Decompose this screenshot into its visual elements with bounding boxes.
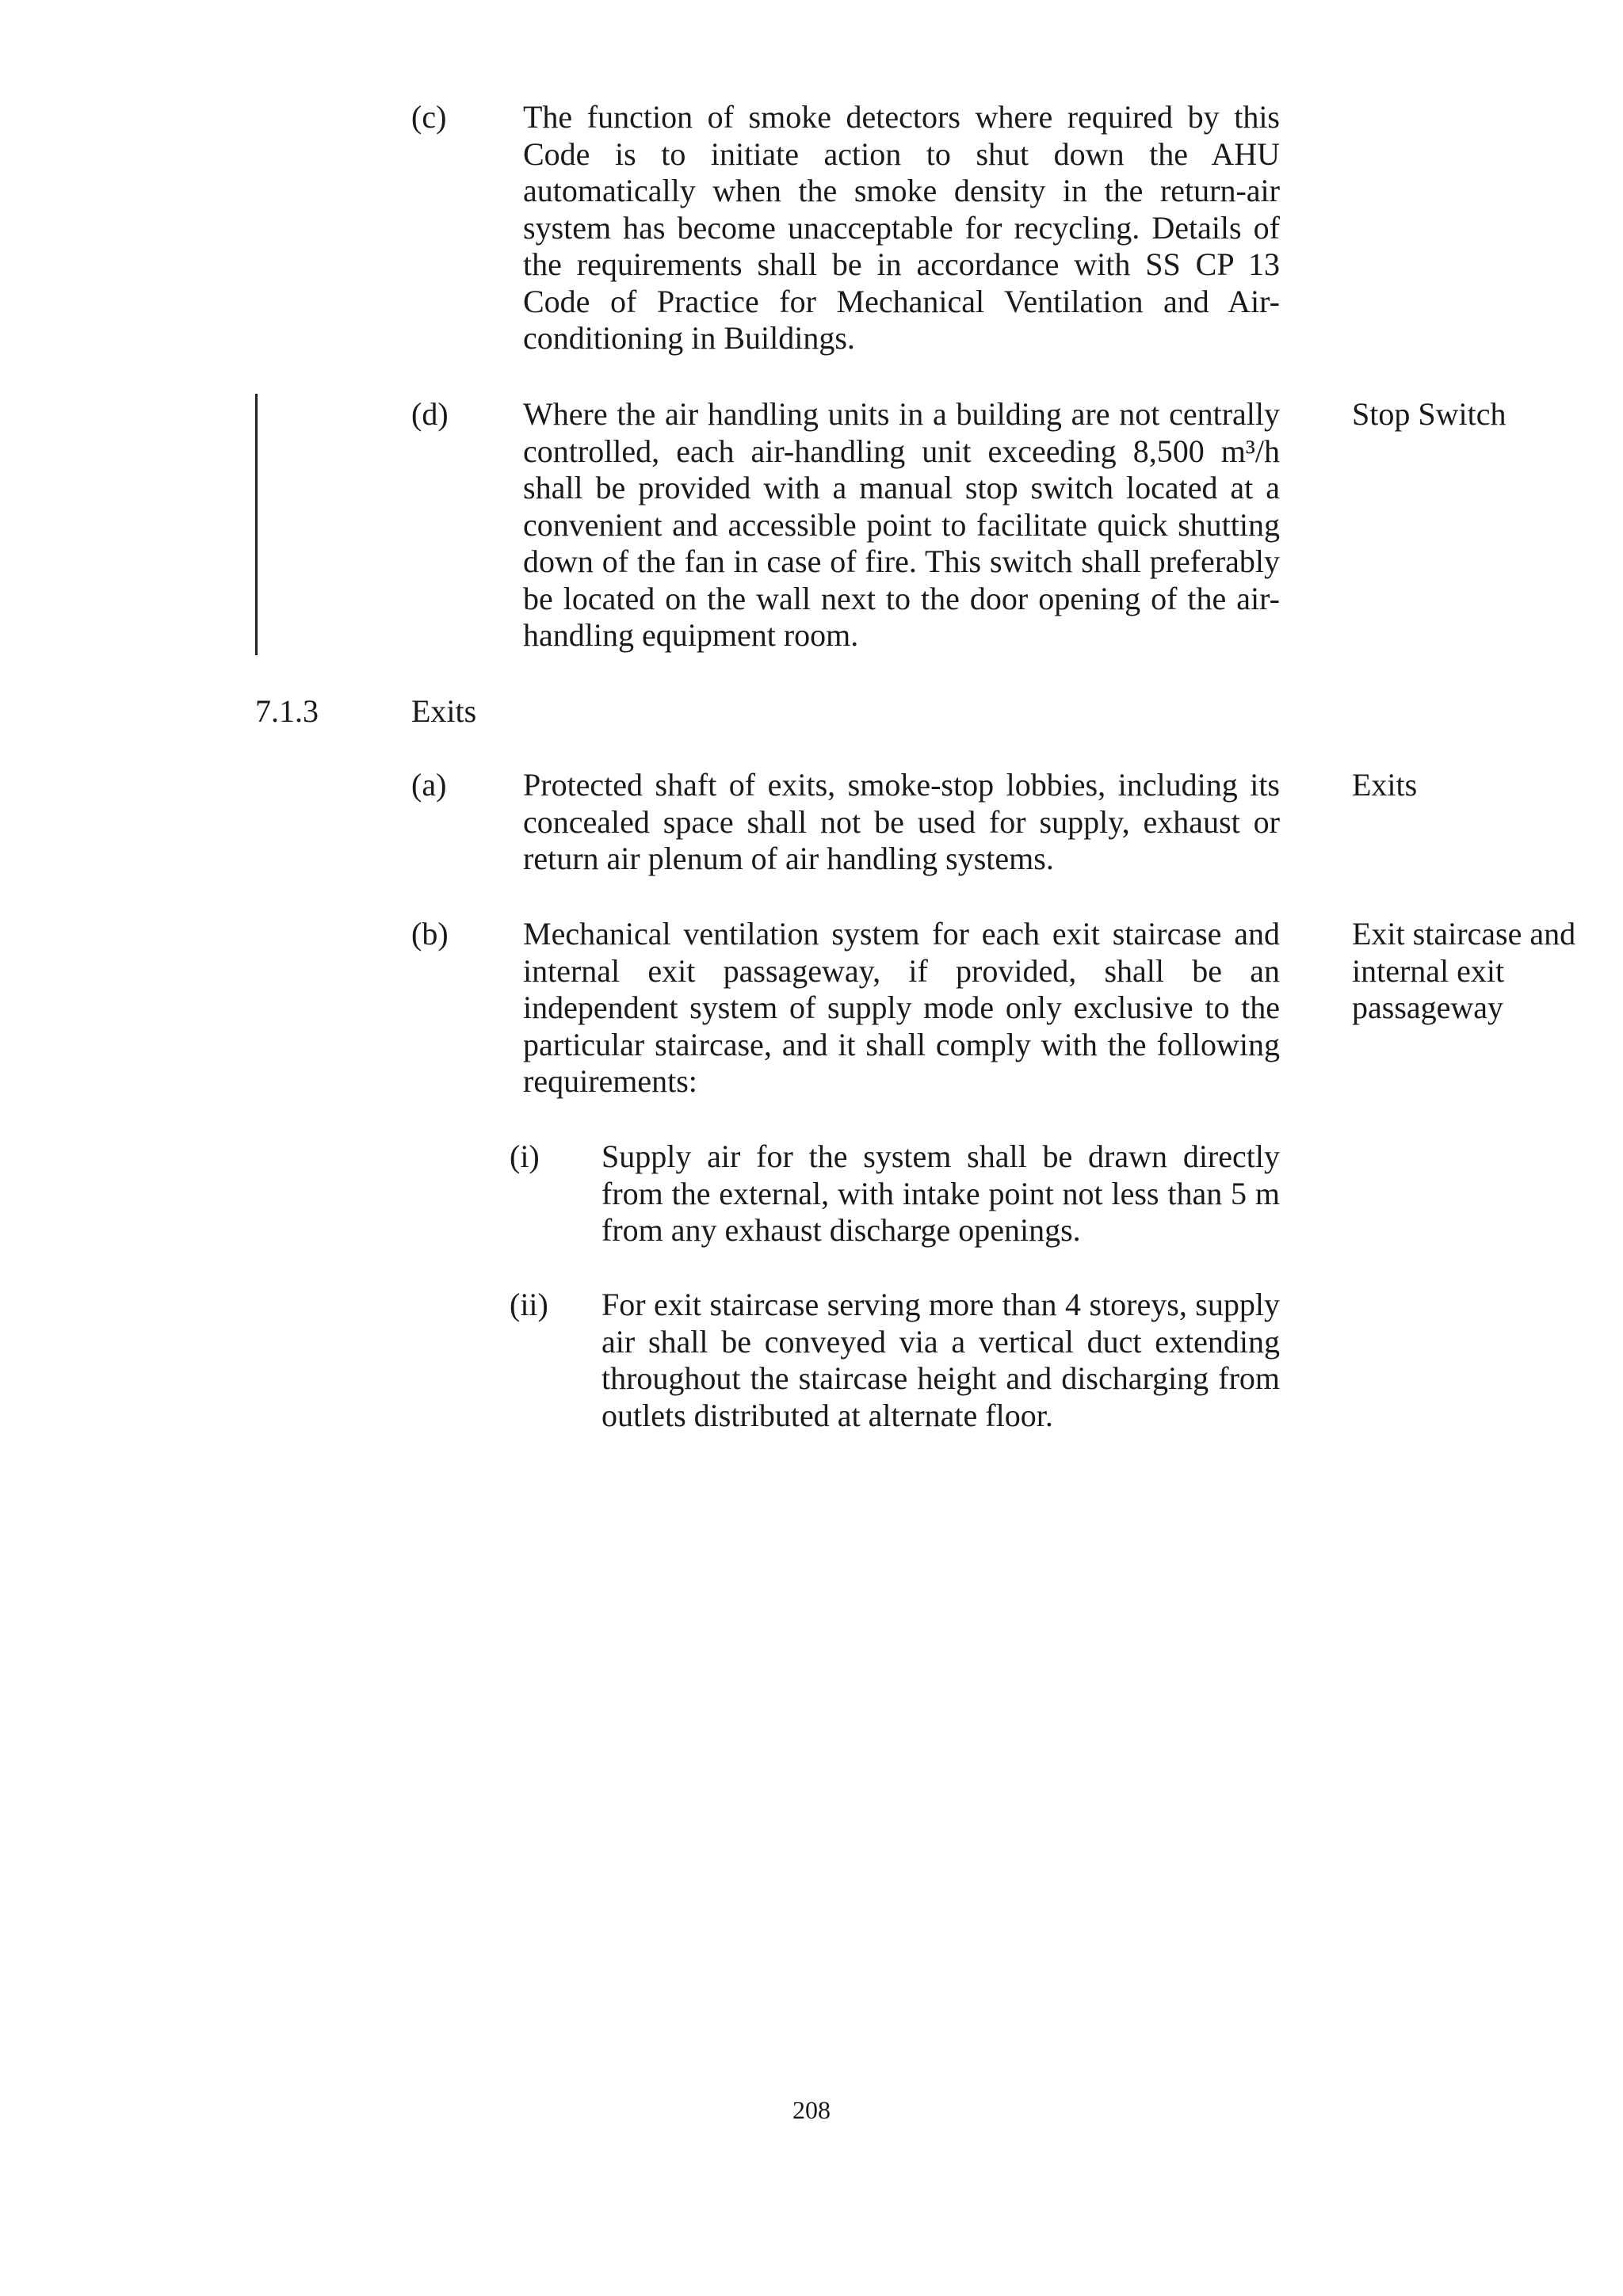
item-i-label: (i) bbox=[510, 1138, 540, 1174]
section-b-text: Mechanical ventilation system for each exit staircase and internal exit passageway, if provided, shall be an independent system of supply mode only exclusive to the particular staircase, and it shall comply with the following requirements: bbox=[523, 916, 1280, 1099]
section-a-text: Protected shaft of exits, smoke-stop lobbies, including its concealed space shall not be used for supply, exhaust or return air plenum of air handling systems. bbox=[523, 767, 1280, 876]
section-number: 7.1.3 bbox=[255, 693, 319, 729]
clause-c-label: (c) bbox=[411, 99, 447, 135]
page-number: 208 bbox=[792, 2096, 831, 2124]
item-ii-label: (ii) bbox=[510, 1287, 548, 1322]
margin-note-exit-staircase: Exit staircase and internal exit passageway bbox=[1352, 916, 1576, 1025]
margin-note-exits: Exits bbox=[1352, 767, 1418, 803]
section-title: Exits bbox=[411, 693, 477, 729]
revision-change-bar bbox=[255, 394, 258, 655]
item-ii-text: For exit staircase serving more than 4 storeys, supply air shall be conveyed via a vertical duct extending throughout the staircase height and discharging from outlets distributed at alternate floor. bbox=[601, 1287, 1280, 1433]
clause-c-text: The function of smoke detectors where required by this Code is to initiate action to shut down the AHU automatically when the smoke density in the return-air system has become unacceptable for recycling. Details of the requirements shall be in accordance with SS CP 13 Code of Practice for Mechanical Ventilation and Air-conditioning in Buildings. bbox=[523, 99, 1280, 356]
section-a-label: (a) bbox=[411, 767, 447, 803]
section-b-label: (b) bbox=[411, 916, 449, 952]
item-i-text: Supply air for the system shall be drawn directly from the external, with intake point not less than 5 m from any exhaust discharge openings. bbox=[601, 1138, 1280, 1248]
clause-d-text: Where the air handling units in a building are not centrally controlled, each air-handling unit exceeding 8,500 m³/h shall be provided with a manual stop switch located at a convenient and accessible point to facilitate quick shutting down of the fan in case of fire. This switch shall preferably be located on the wall next to the door opening of the air-handling equipment room. bbox=[523, 396, 1280, 653]
clause-d-label: (d) bbox=[411, 396, 449, 432]
margin-note-stop-switch: Stop Switch bbox=[1352, 396, 1507, 432]
